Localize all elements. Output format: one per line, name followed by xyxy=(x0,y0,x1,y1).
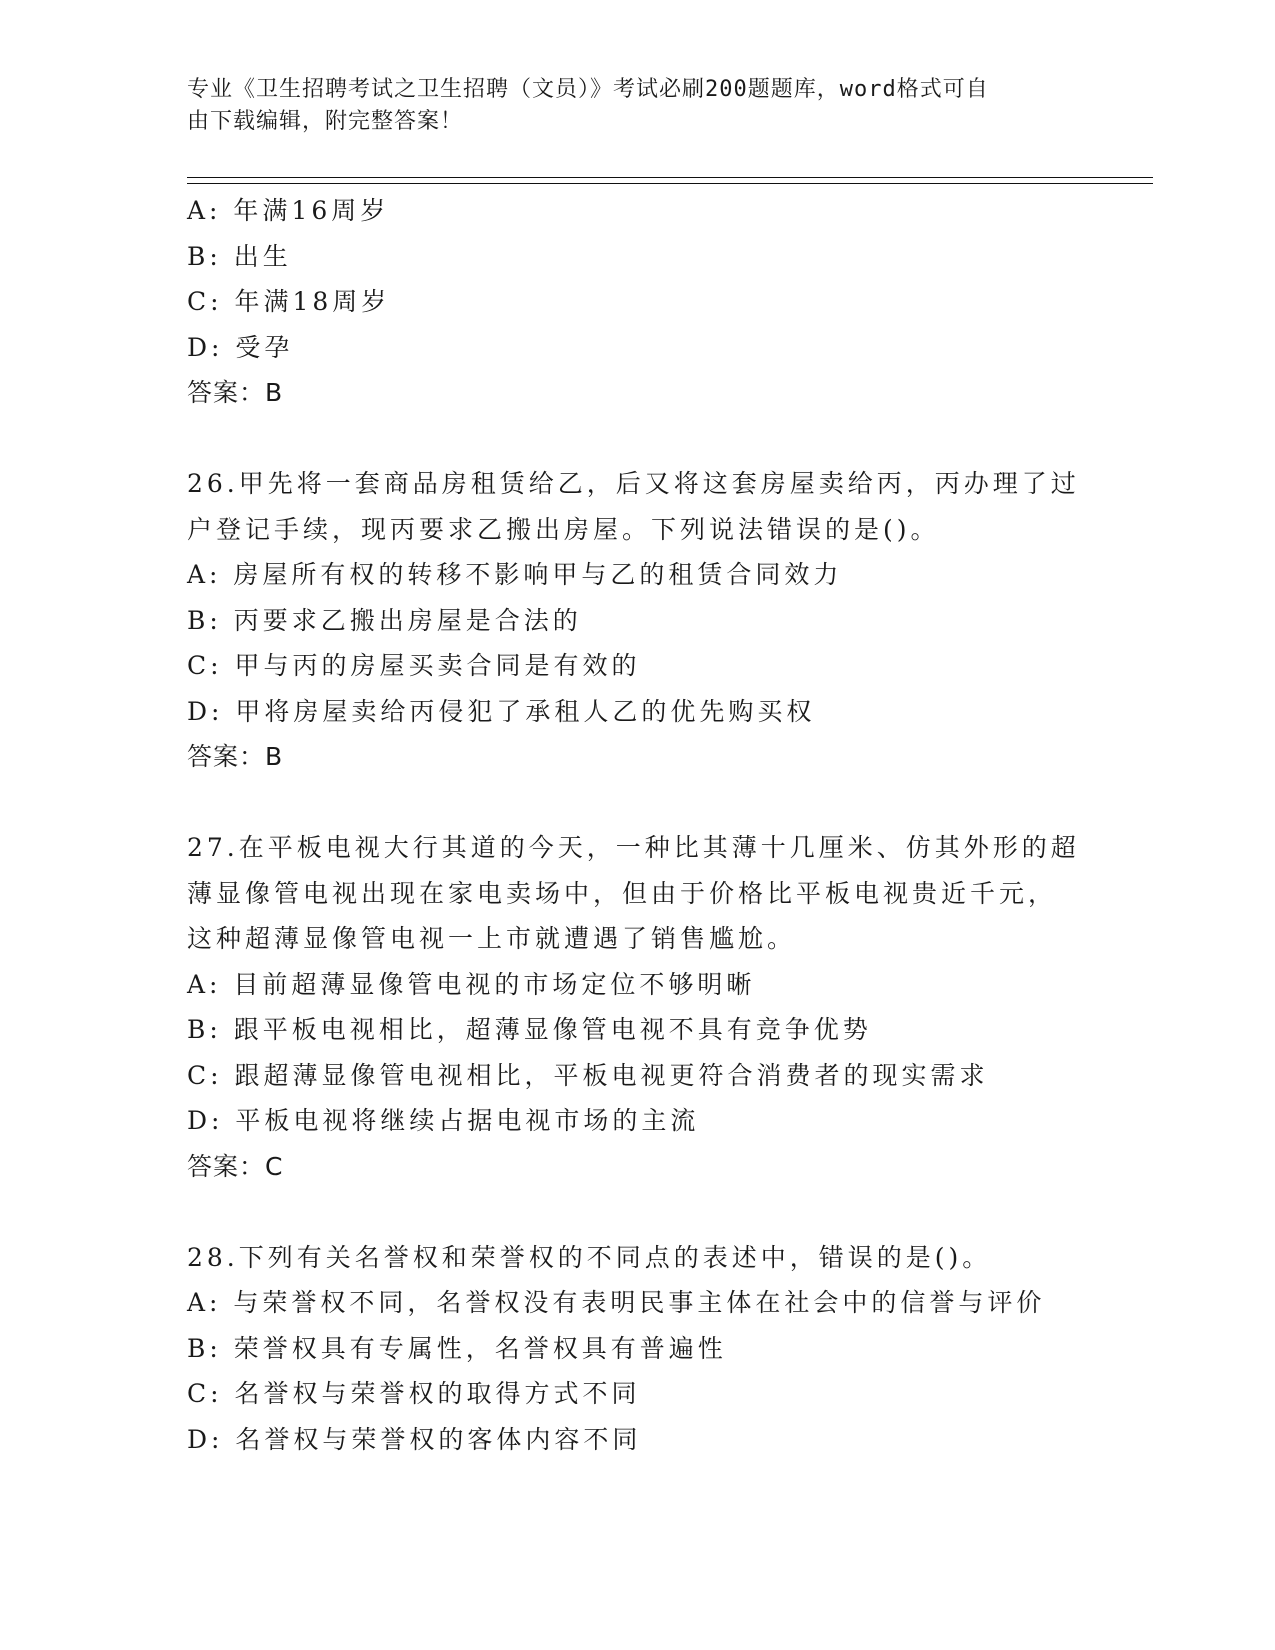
document-header xyxy=(187,74,1067,138)
question-stem-line: 这种超薄显像管电视一上市就遭遇了销售尴尬。 xyxy=(187,924,797,953)
option-c: C: 甲与丙的房屋买卖合同是有效的 xyxy=(187,651,641,680)
question-stem-line: 27.在平板电视大行其道的今天，一种比其薄十几厘米、仿其外形的超 xyxy=(187,833,1080,862)
question-26 xyxy=(187,461,1127,780)
question-stem-line: 26.甲先将一套商品房租赁给乙，后又将这套房屋卖给丙，丙办理了过 xyxy=(187,469,1080,498)
option-b: B: 荣誉权具有专属性，名誉权具有普遍性 xyxy=(187,1333,727,1363)
option-b: B: 丙要求乙搬出房屋是合法的 xyxy=(187,605,582,635)
option-a: A: 年满16周岁 xyxy=(187,196,390,225)
option-b: B: 出生 xyxy=(187,241,292,271)
header-line-1: 专业《卫生招聘考试之卫生招聘（文员）》考试必刷200题题库，word格式可自 xyxy=(187,77,989,102)
spacer xyxy=(187,416,1127,462)
option-d: D: 甲将房屋卖给丙侵犯了承租人乙的优先购买权 xyxy=(187,696,816,726)
option-c: C: 跟超薄显像管电视相比，平板电视更符合消费者的现实需求 xyxy=(187,1060,989,1090)
answer: 答案：C xyxy=(187,1151,284,1181)
question-25 xyxy=(187,188,1127,416)
option-a: A: 目前超薄显像管电视的市场定位不够明晰 xyxy=(187,969,756,999)
question-28 xyxy=(187,1235,1127,1463)
option-c: C: 年满18周岁 xyxy=(187,287,391,316)
answer: 答案：B xyxy=(187,742,284,771)
option-b: B: 跟平板电视相比，超薄显像管电视不具有竞争优势 xyxy=(187,1015,872,1044)
spacer xyxy=(187,780,1127,826)
option-d: D: 平板电视将继续占据电视市场的主流 xyxy=(187,1106,700,1135)
header-line-2: 由下载编辑，附完整答案！ xyxy=(187,109,464,134)
option-d: D: 名誉权与荣誉权的客体内容不同 xyxy=(187,1424,642,1454)
question-stem-line: 户登记手续，现丙要求乙搬出房屋。下列说法错误的是()。 xyxy=(187,514,940,544)
question-stem-line: 28.下列有关名誉权和荣誉权的不同点的表述中，错误的是()。 xyxy=(187,1242,992,1272)
header-rule-top xyxy=(187,177,1153,178)
question-27 xyxy=(187,825,1127,1189)
option-c: C: 名誉权与荣誉权的取得方式不同 xyxy=(187,1379,641,1408)
option-a: A: 房屋所有权的转移不影响甲与乙的租赁合同效力 xyxy=(187,560,843,589)
question-stem-line: 薄显像管电视出现在家电卖场中，但由于价格比平板电视贵近千元， xyxy=(187,878,1058,908)
option-d: D: 受孕 xyxy=(187,332,294,362)
question-list xyxy=(187,188,1127,1462)
option-a: A: 与荣誉权不同，名誉权没有表明民事主体在社会中的信誉与评价 xyxy=(187,1288,1046,1317)
answer: 答案：B xyxy=(187,378,284,407)
spacer xyxy=(187,1189,1127,1235)
header-rule-bottom xyxy=(187,183,1153,184)
